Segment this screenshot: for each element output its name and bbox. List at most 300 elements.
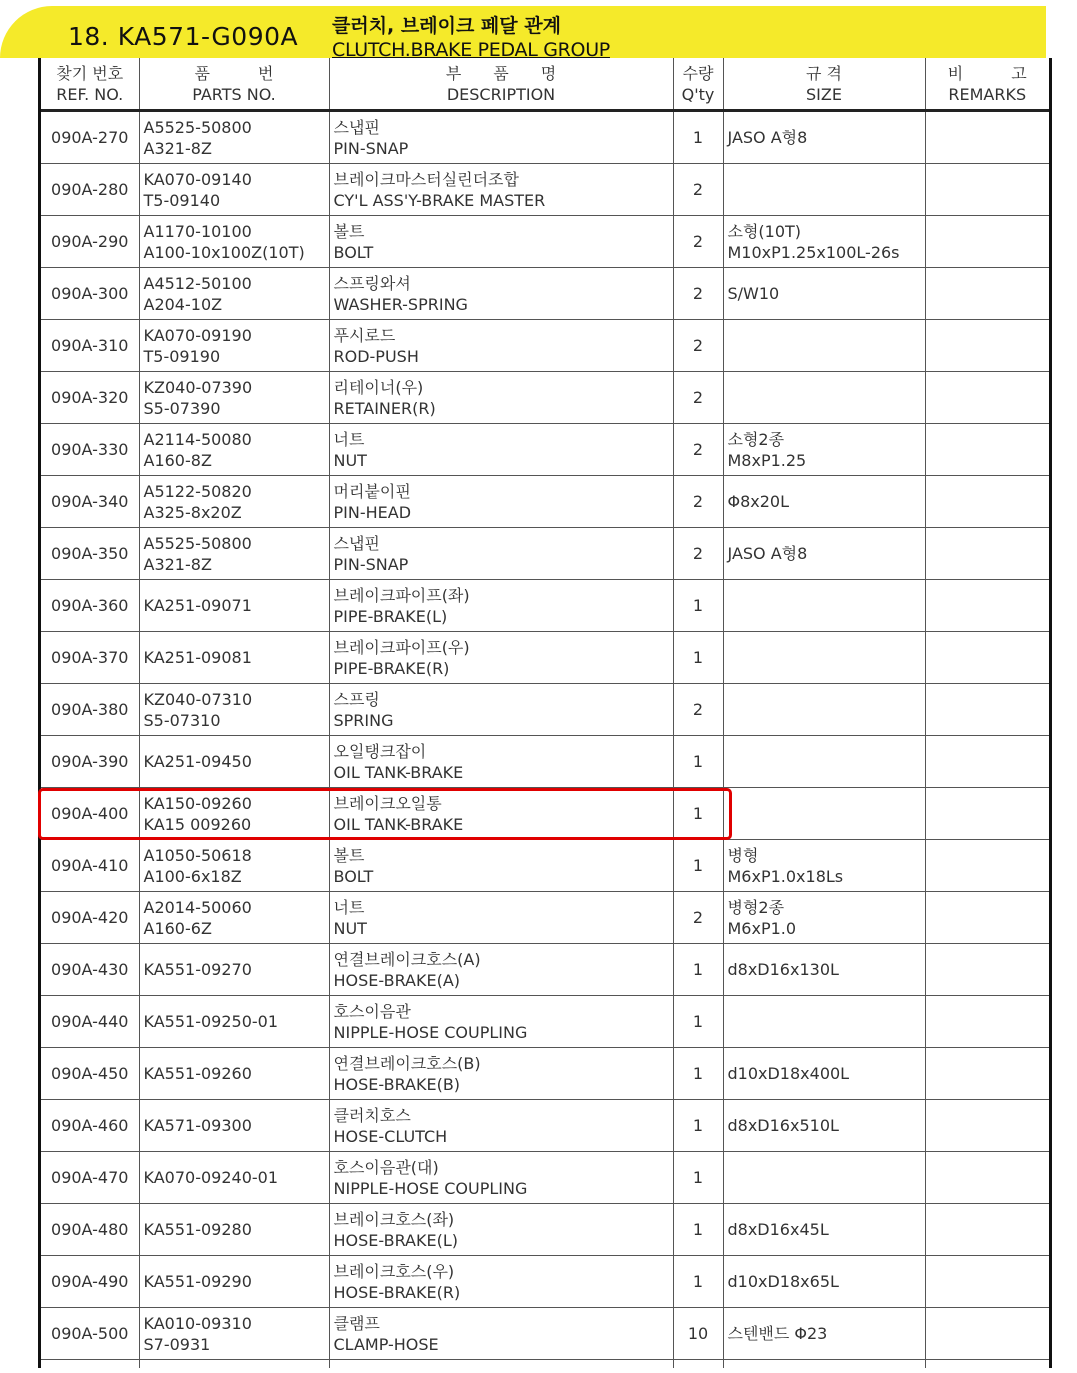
header-parts-no-ko: 품 번 <box>194 63 274 83</box>
empty-cell <box>673 1360 723 1369</box>
parts-no-line: KA571-09300 <box>143 1116 252 1135</box>
ref-no-cell: 090A-280 <box>41 164 139 216</box>
header-qty-en: Q'ty <box>681 84 715 104</box>
ref-no-cell: 090A-420 <box>41 892 139 944</box>
size-line: d8xD16x510L <box>727 1116 839 1135</box>
table-row-partial <box>41 1360 1049 1369</box>
parts-no-line: A5525-50800 <box>143 533 252 553</box>
ref-no-cell: 090A-430 <box>41 944 139 996</box>
description-line: 연결브레이크호스(B) <box>333 1053 481 1073</box>
size-cell <box>723 840 925 892</box>
parts-no-line: KA551-09280 <box>143 1220 252 1239</box>
group-title-korean: 클러치, 브레이크 페달 관계 <box>332 15 561 37</box>
parts-no-line: KA070-09140 <box>143 169 252 189</box>
remarks-cell <box>925 996 1049 1048</box>
size-line: JASO A형8 <box>727 544 808 563</box>
size-line: M6xP1.0 <box>727 918 797 938</box>
group-code: 18. KA571-G090A <box>68 22 299 51</box>
description-line: BOLT <box>333 242 374 262</box>
table-row <box>41 424 1049 476</box>
header-parts-no-en: PARTS NO. <box>192 84 276 104</box>
table-row <box>41 1048 1049 1100</box>
size-cell <box>723 632 925 684</box>
parts-no-line: KA251-09081 <box>143 648 252 667</box>
qty-cell: 2 <box>673 424 723 476</box>
description-cell <box>329 164 673 216</box>
description-line: HOSE-BRAKE(L) <box>333 1230 458 1250</box>
description-line: 클램프 <box>333 1313 380 1333</box>
header-ref-no-ko: 찾기 번호 <box>56 63 124 83</box>
description-cell <box>329 372 673 424</box>
table-row <box>41 164 1049 216</box>
size-cell <box>723 111 925 164</box>
size-line: S/W10 <box>727 284 780 303</box>
description-line: 브레이크파이프(우) <box>333 637 470 657</box>
remarks-cell <box>925 788 1049 840</box>
parts-no-cell <box>139 372 329 424</box>
description-line: SPRING <box>333 710 394 730</box>
description-line: 브레이크마스터실린더조합 <box>333 169 519 189</box>
table-row <box>41 892 1049 944</box>
size-line: d8xD16x130L <box>727 960 839 979</box>
size-line: 소형2종 <box>727 429 785 449</box>
parts-no-cell <box>139 111 329 164</box>
size-cell <box>723 372 925 424</box>
title-banner <box>0 6 1046 61</box>
empty-cell <box>723 1360 925 1369</box>
header-size-ko: 규 격 <box>806 63 842 83</box>
parts-no-line: KA551-09260 <box>143 1064 252 1083</box>
ref-no-cell: 090A-490 <box>41 1256 139 1308</box>
parts-no-cell <box>139 528 329 580</box>
parts-no-cell <box>139 632 329 684</box>
table-row <box>41 632 1049 684</box>
header-qty <box>673 58 723 111</box>
parts-no-cell <box>139 788 329 840</box>
table-row <box>41 1100 1049 1152</box>
parts-no-line: A2114-50080 <box>143 429 252 449</box>
table-row <box>41 996 1049 1048</box>
remarks-cell <box>925 736 1049 788</box>
ref-no-cell: 090A-370 <box>41 632 139 684</box>
size-cell <box>723 1256 925 1308</box>
qty-cell: 2 <box>673 372 723 424</box>
header-parts-no <box>139 58 329 111</box>
description-cell <box>329 580 673 632</box>
parts-no-line: A5122-50820 <box>143 481 252 501</box>
parts-no-line: KA010-09310 <box>143 1313 252 1333</box>
description-line: CY'L ASS'Y-BRAKE MASTER <box>333 190 546 210</box>
table-row <box>41 684 1049 736</box>
description-line: 리테이너(우) <box>333 377 424 397</box>
parts-no-line: KA551-09290 <box>143 1272 252 1291</box>
description-line: 브레이크호스(좌) <box>333 1209 455 1229</box>
description-cell <box>329 840 673 892</box>
description-cell <box>329 476 673 528</box>
table-row <box>41 736 1049 788</box>
ref-no-cell: 090A-380 <box>41 684 139 736</box>
parts-no-cell <box>139 476 329 528</box>
header-description-ko: 부 품 명 <box>445 63 557 83</box>
size-cell <box>723 788 925 840</box>
header-remarks-ko: 비 고 <box>947 63 1027 83</box>
remarks-cell <box>925 1308 1049 1360</box>
description-line: 오일탱크잡이 <box>333 741 427 761</box>
description-cell <box>329 684 673 736</box>
qty-cell: 1 <box>673 111 723 164</box>
parts-no-line: A1050-50618 <box>143 845 252 865</box>
parts-no-cell <box>139 580 329 632</box>
empty-cell <box>41 1360 139 1369</box>
parts-no-line: A204-10Z <box>143 294 223 314</box>
size-line: d10xD18x65L <box>727 1272 839 1291</box>
description-cell <box>329 1100 673 1152</box>
ref-no-cell: 090A-410 <box>41 840 139 892</box>
size-line: 소형(10T) <box>727 221 802 241</box>
parts-no-line: A100-10x100Z(10T) <box>143 242 305 262</box>
table-row <box>41 580 1049 632</box>
ref-no-cell: 090A-290 <box>41 216 139 268</box>
table-row <box>41 1256 1049 1308</box>
ref-no-cell: 090A-300 <box>41 268 139 320</box>
ref-no-cell: 090A-340 <box>41 476 139 528</box>
qty-cell: 1 <box>673 1204 723 1256</box>
ref-no-cell: 090A-330 <box>41 424 139 476</box>
table-row <box>41 788 1049 840</box>
description-line: 스프링 <box>333 689 380 709</box>
parts-no-line: A160-6Z <box>143 918 212 938</box>
ref-no-cell: 090A-400 <box>41 788 139 840</box>
parts-no-line: KA251-09071 <box>143 596 252 615</box>
remarks-cell <box>925 1204 1049 1256</box>
size-cell <box>723 424 925 476</box>
description-line: ROD-PUSH <box>333 346 419 366</box>
parts-no-line: S7-0931 <box>143 1334 211 1354</box>
table-row <box>41 1204 1049 1256</box>
description-line: HOSE-CLUTCH <box>333 1126 448 1146</box>
qty-cell: 1 <box>673 944 723 996</box>
description-line: 브레이크호스(우) <box>333 1261 455 1281</box>
ref-no-cell: 090A-390 <box>41 736 139 788</box>
description-line: 스프링와셔 <box>333 273 411 293</box>
description-line: BOLT <box>333 866 374 886</box>
parts-no-line: KZ040-07390 <box>143 377 253 397</box>
description-line: 스냅핀 <box>333 117 380 137</box>
size-line: 병형2종 <box>727 897 785 917</box>
table-row <box>41 111 1049 164</box>
size-line: Φ8x20L <box>727 492 790 511</box>
qty-cell: 1 <box>673 580 723 632</box>
description-cell <box>329 1308 673 1360</box>
size-line: 스텐밴드 Φ23 <box>727 1324 828 1343</box>
parts-no-cell <box>139 944 329 996</box>
size-cell <box>723 1152 925 1204</box>
parts-no-line: KZ040-07310 <box>143 689 253 709</box>
parts-no-cell <box>139 1204 329 1256</box>
description-line: NUT <box>333 450 367 470</box>
qty-cell: 2 <box>673 164 723 216</box>
remarks-cell <box>925 1256 1049 1308</box>
description-line: 브레이크오일통 <box>333 793 442 813</box>
empty-cell <box>925 1360 1049 1369</box>
table-row <box>41 528 1049 580</box>
remarks-cell <box>925 1152 1049 1204</box>
description-line: PIN-SNAP <box>333 138 409 158</box>
table-header-row <box>41 58 1049 111</box>
description-cell <box>329 1152 673 1204</box>
description-cell <box>329 268 673 320</box>
description-cell <box>329 892 673 944</box>
parts-no-line: T5-09140 <box>143 190 221 210</box>
qty-cell: 1 <box>673 1256 723 1308</box>
description-cell <box>329 320 673 372</box>
remarks-cell <box>925 372 1049 424</box>
description-line: 호스이음관 <box>333 1001 411 1021</box>
header-size-en: SIZE <box>806 84 842 104</box>
ref-no-cell: 090A-450 <box>41 1048 139 1100</box>
qty-cell: 1 <box>673 788 723 840</box>
remarks-cell <box>925 840 1049 892</box>
size-line: M8xP1.25 <box>727 450 807 470</box>
description-line: 볼트 <box>333 221 365 241</box>
description-line: PIPE-BRAKE(L) <box>333 606 448 626</box>
table-row <box>41 944 1049 996</box>
ref-no-cell: 090A-350 <box>41 528 139 580</box>
ref-no-cell: 090A-360 <box>41 580 139 632</box>
parts-no-line: KA070-09190 <box>143 325 252 345</box>
description-line: WASHER-SPRING <box>333 294 468 314</box>
parts-no-line: A2014-50060 <box>143 897 252 917</box>
empty-cell <box>139 1360 329 1369</box>
parts-table <box>41 58 1049 1368</box>
size-cell <box>723 164 925 216</box>
qty-cell: 2 <box>673 476 723 528</box>
size-cell <box>723 216 925 268</box>
description-line: CLAMP-HOSE <box>333 1334 439 1354</box>
remarks-cell <box>925 944 1049 996</box>
remarks-cell <box>925 892 1049 944</box>
parts-no-line: A1170-10100 <box>143 221 252 241</box>
description-cell <box>329 1256 673 1308</box>
description-line: 푸시로드 <box>333 325 396 345</box>
description-line: 브레이크파이프(좌) <box>333 585 470 605</box>
description-line: 스냅핀 <box>333 533 380 553</box>
parts-no-line: S5-07310 <box>143 710 221 730</box>
qty-cell: 2 <box>673 892 723 944</box>
parts-no-line: A160-8Z <box>143 450 212 470</box>
header-ref-no-en: REF. NO. <box>56 84 124 104</box>
header-qty-ko: 수량 <box>682 63 714 83</box>
parts-no-line: A321-8Z <box>143 138 212 158</box>
size-cell <box>723 684 925 736</box>
description-cell <box>329 944 673 996</box>
description-line: PIPE-BRAKE(R) <box>333 658 450 678</box>
size-cell <box>723 476 925 528</box>
qty-cell: 2 <box>673 268 723 320</box>
description-line: NIPPLE-HOSE COUPLING <box>333 1022 528 1042</box>
size-cell <box>723 736 925 788</box>
description-line: 클러치호스 <box>333 1105 411 1125</box>
size-line: M10xP1.25x100L-26s <box>727 242 900 262</box>
description-cell <box>329 632 673 684</box>
parts-no-line: KA551-09250-01 <box>143 1012 278 1031</box>
table-row <box>41 372 1049 424</box>
qty-cell: 1 <box>673 840 723 892</box>
description-line: 머리붙이핀 <box>333 481 411 501</box>
description-cell <box>329 996 673 1048</box>
description-cell <box>329 788 673 840</box>
ref-no-cell: 090A-320 <box>41 372 139 424</box>
table-row <box>41 216 1049 268</box>
description-line: HOSE-BRAKE(A) <box>333 970 461 990</box>
qty-cell: 2 <box>673 684 723 736</box>
parts-no-cell <box>139 268 329 320</box>
empty-cell <box>329 1360 673 1369</box>
parts-no-cell <box>139 1048 329 1100</box>
parts-no-cell <box>139 1308 329 1360</box>
ref-no-cell: 090A-270 <box>41 111 139 164</box>
qty-cell: 2 <box>673 216 723 268</box>
parts-no-line: A325-8x20Z <box>143 502 242 522</box>
size-cell <box>723 892 925 944</box>
qty-cell: 2 <box>673 320 723 372</box>
parts-no-cell <box>139 216 329 268</box>
remarks-cell <box>925 632 1049 684</box>
size-cell <box>723 1204 925 1256</box>
remarks-cell <box>925 580 1049 632</box>
size-cell <box>723 320 925 372</box>
qty-cell: 1 <box>673 736 723 788</box>
remarks-cell <box>925 164 1049 216</box>
remarks-cell <box>925 424 1049 476</box>
description-cell <box>329 216 673 268</box>
parts-no-cell <box>139 892 329 944</box>
description-line: 호스이음관(대) <box>333 1157 439 1177</box>
parts-no-line: A4512-50100 <box>143 273 252 293</box>
qty-cell: 1 <box>673 1048 723 1100</box>
table-row <box>41 840 1049 892</box>
remarks-cell <box>925 1100 1049 1152</box>
parts-no-cell <box>139 1256 329 1308</box>
remarks-cell <box>925 111 1049 164</box>
size-cell <box>723 996 925 1048</box>
size-cell <box>723 1308 925 1360</box>
ref-no-cell: 090A-310 <box>41 320 139 372</box>
description-line: HOSE-BRAKE(B) <box>333 1074 461 1094</box>
description-line: NUT <box>333 918 367 938</box>
description-line: HOSE-BRAKE(R) <box>333 1282 461 1302</box>
description-line: OIL TANK-BRAKE <box>333 762 464 782</box>
header-description-en: DESCRIPTION <box>446 84 556 104</box>
ref-no-cell: 090A-460 <box>41 1100 139 1152</box>
parts-no-cell <box>139 320 329 372</box>
size-cell <box>723 1048 925 1100</box>
size-line: d8xD16x45L <box>727 1220 829 1239</box>
qty-cell: 1 <box>673 996 723 1048</box>
parts-no-line: S5-07390 <box>143 398 221 418</box>
qty-cell: 2 <box>673 528 723 580</box>
parts-no-line: KA251-09450 <box>143 752 252 771</box>
header-ref-no <box>41 58 139 111</box>
ref-no-cell: 090A-480 <box>41 1204 139 1256</box>
size-cell <box>723 528 925 580</box>
description-line: PIN-SNAP <box>333 554 409 574</box>
size-cell <box>723 944 925 996</box>
header-remarks-en: REMARKS <box>948 84 1027 104</box>
remarks-cell <box>925 528 1049 580</box>
table-row <box>41 268 1049 320</box>
description-line: 연결브레이크호스(A) <box>333 949 481 969</box>
parts-no-cell <box>139 424 329 476</box>
description-line: PIN-HEAD <box>333 502 412 522</box>
parts-no-cell <box>139 996 329 1048</box>
size-line: JASO A형8 <box>727 128 808 147</box>
parts-table-body <box>41 111 1049 1369</box>
parts-no-line: KA15 009260 <box>143 814 252 834</box>
parts-no-line: KA070-09240-01 <box>143 1168 278 1187</box>
parts-no-line: A5525-50800 <box>143 117 252 137</box>
qty-cell: 1 <box>673 632 723 684</box>
size-cell <box>723 1100 925 1152</box>
qty-cell: 1 <box>673 1152 723 1204</box>
remarks-cell <box>925 684 1049 736</box>
description-cell <box>329 424 673 476</box>
size-line: 병형 <box>727 845 759 865</box>
size-line: d10xD18x400L <box>727 1064 850 1083</box>
qty-cell: 10 <box>673 1308 723 1360</box>
description-line: 볼트 <box>333 845 365 865</box>
parts-no-line: KA150-09260 <box>143 793 252 813</box>
parts-no-line: KA551-09270 <box>143 960 252 979</box>
parts-no-cell <box>139 1152 329 1204</box>
table-row <box>41 1152 1049 1204</box>
parts-no-line: A100-6x18Z <box>143 866 242 886</box>
size-cell <box>723 268 925 320</box>
header-remarks <box>925 58 1049 111</box>
group-title-english: CLUTCH.BRAKE PEDAL GROUP <box>332 39 610 61</box>
parts-no-cell <box>139 1100 329 1152</box>
parts-no-cell <box>139 840 329 892</box>
qty-cell: 1 <box>673 1100 723 1152</box>
remarks-cell <box>925 476 1049 528</box>
description-line: NIPPLE-HOSE COUPLING <box>333 1178 528 1198</box>
ref-no-cell: 090A-440 <box>41 996 139 1048</box>
parts-no-line: T5-09190 <box>143 346 221 366</box>
description-cell <box>329 1048 673 1100</box>
parts-table-frame <box>38 58 1052 1368</box>
description-cell <box>329 528 673 580</box>
remarks-cell <box>925 268 1049 320</box>
description-cell <box>329 1204 673 1256</box>
description-cell <box>329 736 673 788</box>
description-line: RETAINER(R) <box>333 398 436 418</box>
description-line: OIL TANK-BRAKE <box>333 814 464 834</box>
remarks-cell <box>925 216 1049 268</box>
parts-no-line: A321-8Z <box>143 554 212 574</box>
size-cell <box>723 580 925 632</box>
ref-no-cell: 090A-500 <box>41 1308 139 1360</box>
parts-no-cell <box>139 164 329 216</box>
table-row <box>41 320 1049 372</box>
description-cell <box>329 111 673 164</box>
header-size <box>723 58 925 111</box>
remarks-cell <box>925 1048 1049 1100</box>
table-row <box>41 476 1049 528</box>
description-line: 너트 <box>333 429 365 449</box>
header-description <box>329 58 673 111</box>
table-row <box>41 1308 1049 1360</box>
remarks-cell <box>925 320 1049 372</box>
